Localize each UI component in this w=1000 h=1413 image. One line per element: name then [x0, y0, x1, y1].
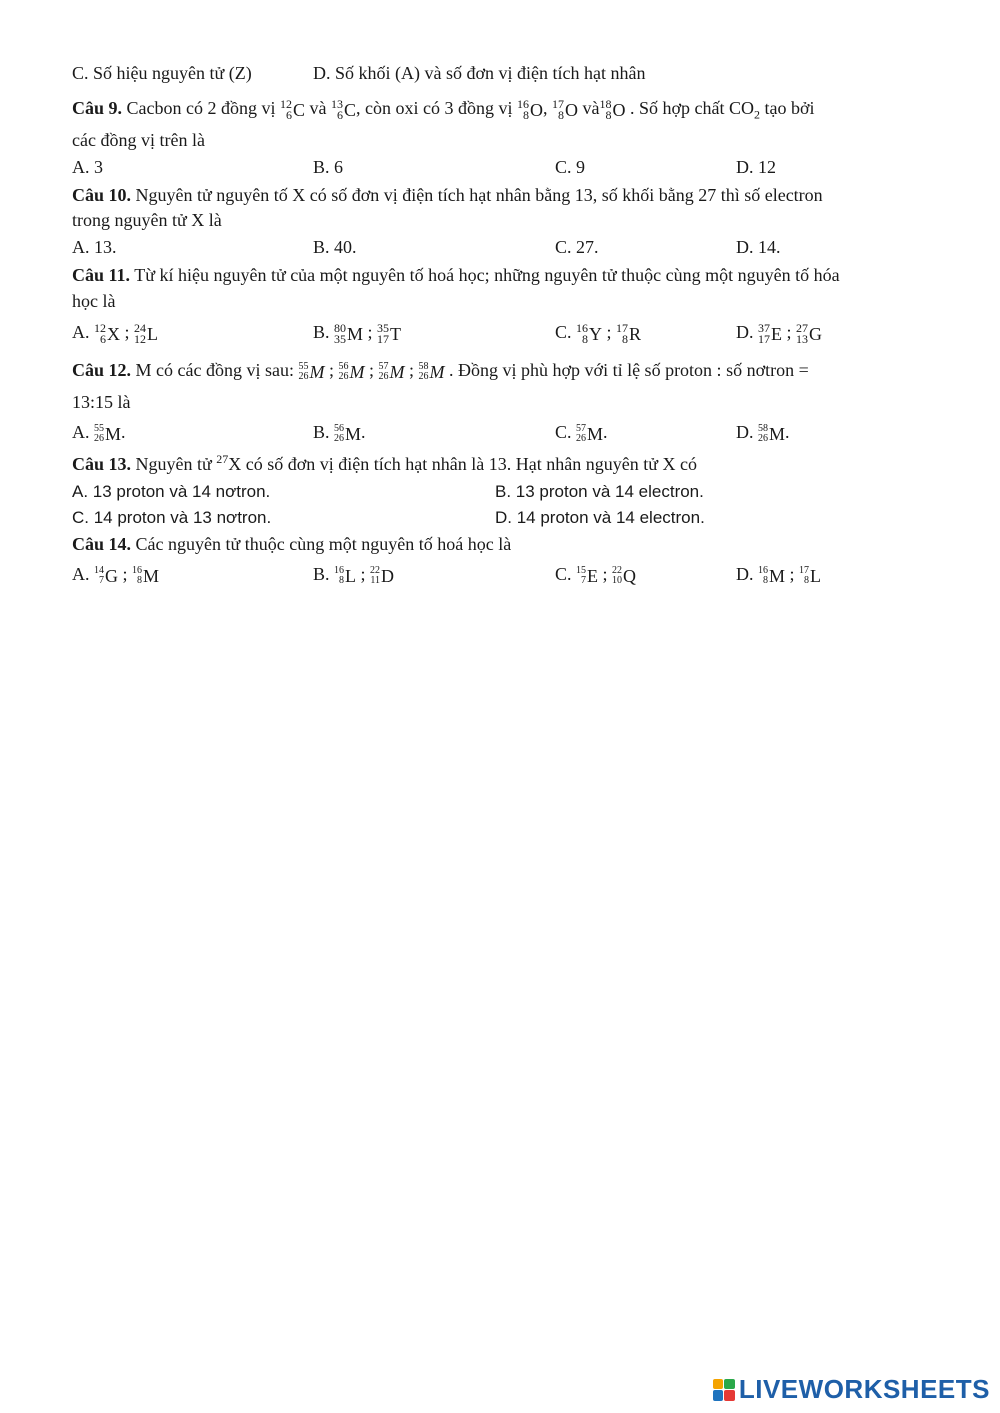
mass-number: 35: [377, 320, 390, 335]
q9-text-3: , còn oxi có 3 đồng vị: [356, 98, 518, 118]
q12-text-2: . Đồng vị phù hợp với tỉ lệ số proton : số nơtron =: [444, 360, 809, 380]
question-11-label: Câu 11.: [72, 265, 131, 285]
liveworksheets-logo[interactable]: [713, 1374, 990, 1405]
mass-number: 15: [576, 564, 587, 576]
question-9-label: Câu 9.: [72, 98, 123, 118]
question-13-label: Câu 13.: [72, 454, 132, 474]
q9-option-c[interactable]: C. 9: [555, 157, 586, 177]
mass-number: 56: [334, 422, 345, 434]
element-symbol: Y: [589, 323, 603, 344]
isotope-c13: [331, 98, 356, 122]
q13-superscript: 27: [216, 452, 229, 466]
q9-text-1: Cacbon có 2 đồng vị: [122, 98, 280, 118]
isotope: [796, 322, 822, 346]
period: .: [603, 422, 608, 442]
q11-option-d[interactable]: [736, 320, 822, 346]
element-symbol: L: [345, 565, 357, 586]
isotope-o18: [600, 98, 626, 122]
element-symbol: R: [629, 323, 642, 344]
mass-number: 22: [370, 564, 381, 576]
q10-option-d[interactable]: D. 14.: [736, 237, 781, 257]
atomic-number: 8: [558, 107, 565, 122]
q12-option-d[interactable]: [736, 420, 790, 446]
isotope: [576, 322, 602, 346]
element-symbol: M: [309, 361, 325, 382]
element-symbol: M: [345, 423, 362, 444]
option-letter: B.: [313, 422, 330, 442]
element-symbol: E: [771, 323, 782, 344]
logo-text: LIVEWORKSHEETS: [738, 1374, 990, 1404]
atomic-number: 7: [99, 574, 104, 586]
isotope: [758, 422, 785, 446]
q14-option-d[interactable]: [736, 562, 821, 588]
separator: ;: [120, 322, 135, 342]
q14-option-b[interactable]: [313, 562, 394, 588]
question-10: [72, 183, 823, 207]
q9-option-a[interactable]: A. 3: [72, 157, 103, 177]
question-14-text: Các nguyên tử thuộc cùng một nguyên tố hoá học là: [131, 534, 512, 554]
question-9: [72, 96, 815, 122]
q10-option-c[interactable]: C. 27.: [555, 237, 599, 257]
question-11-text: Từ kí hiệu nguyên tử của một nguyên tố hoá học; những nguyên tử thuộc cùng một nguyên tố hóa: [130, 265, 840, 285]
atomic-number: 12: [134, 331, 147, 346]
element-symbol: Q: [623, 565, 637, 586]
q11-option-c[interactable]: [555, 320, 641, 346]
isotope: [94, 564, 118, 588]
atomic-number: 8: [582, 331, 589, 346]
mass-number: 12: [280, 96, 292, 111]
isotope: [334, 422, 361, 446]
option-letter: D.: [736, 564, 754, 584]
q10-option-b[interactable]: B. 40.: [313, 237, 357, 257]
question-12: [72, 358, 809, 384]
q9-option-d[interactable]: D. 12: [736, 157, 776, 177]
question-10-text: Nguyên tử nguyên tố X có số đơn vị điện tích hạt nhân bằng 13, số khối bằng 27 thì số electron: [131, 185, 823, 205]
isotope: [334, 322, 363, 346]
isotope-o17: [552, 98, 578, 122]
mass-number: 56: [338, 360, 349, 372]
q13-text-1: Nguyên tử: [131, 454, 217, 474]
isotope: [94, 322, 120, 346]
q11-option-b[interactable]: [313, 320, 401, 346]
atomic-number: 26: [298, 370, 309, 382]
element-symbol: C: [344, 99, 357, 120]
mass-number: 80: [334, 320, 347, 335]
mass-number: 13: [331, 96, 344, 111]
mass-number: 58: [758, 422, 768, 434]
q10-option-a[interactable]: A. 13.: [72, 237, 117, 257]
q12-option-b[interactable]: [313, 420, 366, 446]
mass-number: 57: [576, 422, 587, 434]
logo-square-4: [724, 1390, 735, 1401]
isotope: [132, 564, 159, 588]
separator: ;: [364, 360, 379, 380]
isotope-m57: [379, 360, 405, 384]
isotope-o16: [517, 98, 543, 122]
atomic-number: 6: [100, 331, 106, 346]
mass-number: 16: [517, 96, 530, 111]
element-symbol: M: [389, 361, 405, 382]
atomic-number: 11: [370, 574, 381, 586]
isotope: [94, 422, 121, 446]
q12-text-1: M có các đồng vị sau:: [131, 360, 299, 380]
element-symbol: M: [429, 361, 445, 382]
mass-number: 16: [132, 564, 143, 576]
option-letter: C.: [555, 422, 572, 442]
q13-option-c[interactable]: C. 14 proton và 13 nơtron.: [72, 508, 272, 527]
separator: ;: [785, 564, 800, 584]
option-letter: B.: [313, 564, 330, 584]
separator: ;: [118, 564, 133, 584]
option-letter: C.: [555, 322, 572, 342]
mass-number: 12: [94, 320, 106, 335]
q14-option-c[interactable]: [555, 562, 636, 588]
atomic-number: 7: [581, 574, 587, 586]
atomic-number: 26: [758, 432, 768, 444]
atomic-number: 26: [94, 432, 104, 444]
atomic-number: 8: [605, 107, 612, 122]
mass-number: 24: [134, 320, 147, 335]
option-letter: D.: [736, 322, 754, 342]
element-symbol: M: [769, 423, 786, 444]
atomic-number: 26: [334, 432, 345, 444]
element-symbol: M: [143, 565, 160, 586]
atomic-number: 26: [418, 370, 429, 382]
separator: ;: [324, 360, 339, 380]
isotope: [758, 564, 785, 588]
q13-option-b[interactable]: B. 13 proton và 14 electron.: [495, 482, 704, 501]
isotope: [576, 422, 603, 446]
mass-number: 57: [378, 360, 389, 372]
q13-text-2: X có số đơn vị điện tích hạt nhân là 13. Hạt nhân nguyên tử X có: [228, 454, 697, 474]
option-letter: B.: [313, 322, 330, 342]
q9-option-b[interactable]: B. 6: [313, 157, 344, 177]
separator: ;: [602, 322, 617, 342]
atomic-number: 8: [339, 574, 345, 586]
element-symbol: M: [769, 565, 786, 586]
q12-option-a[interactable]: [72, 420, 126, 446]
question-14: [72, 532, 511, 556]
element-symbol: L: [810, 565, 822, 586]
logo-square-1: [713, 1379, 724, 1390]
atomic-number: 26: [378, 370, 389, 382]
isotope-m55: [298, 360, 324, 384]
q13-option-a[interactable]: A. 13 proton và 14 nơtron.: [72, 482, 271, 501]
top-option-d: D. Số khối (A) và số đơn vị điện tích hạt nhân: [313, 63, 646, 83]
isotope-m58: [419, 360, 445, 384]
element-symbol: G: [809, 323, 823, 344]
mass-number: 16: [758, 564, 768, 576]
mass-number: 55: [94, 422, 104, 434]
mass-number: 14: [94, 564, 104, 576]
question-12-label: Câu 12.: [72, 360, 132, 380]
element-symbol: O: [565, 99, 579, 120]
mass-number: 17: [552, 96, 565, 111]
option-letter: D.: [736, 422, 754, 442]
atomic-number: 17: [377, 331, 390, 346]
atomic-number: 8: [622, 331, 629, 346]
atomic-number: 17: [758, 331, 770, 346]
element-symbol: X: [107, 323, 120, 344]
question-12-line-2: 13:15 là: [72, 392, 131, 412]
mass-number: 17: [799, 564, 810, 576]
question-14-label: Câu 14.: [72, 534, 132, 554]
logo-mark-icon: [713, 1379, 735, 1401]
mass-number: 17: [616, 320, 629, 335]
q11-option-a[interactable]: [72, 320, 158, 346]
isotope: [758, 322, 782, 346]
element-symbol: G: [105, 565, 118, 586]
isotope: [334, 564, 356, 588]
isotope: [377, 322, 401, 346]
mass-number: 58: [418, 360, 429, 372]
q9-text-6: . Số hợp chất CO: [625, 98, 755, 118]
element-symbol: M: [347, 323, 364, 344]
option-letter: A.: [72, 422, 90, 442]
q9-text-5: và: [578, 98, 600, 118]
atomic-number: 26: [576, 432, 587, 444]
isotope: [576, 564, 598, 588]
mass-number: 18: [599, 96, 612, 111]
element-symbol: D: [381, 565, 395, 586]
question-13: [72, 452, 697, 476]
question-10-label: Câu 10.: [72, 185, 132, 205]
question-10-line-2: trong nguyên tử X là: [72, 210, 222, 230]
separator: ;: [782, 322, 797, 342]
q9-subscript: 2: [754, 107, 761, 122]
q9-text-2: và: [305, 98, 332, 118]
period: .: [121, 422, 126, 442]
element-symbol: O: [530, 99, 544, 120]
element-symbol: M: [349, 361, 365, 382]
atomic-number: 10: [612, 574, 623, 586]
isotope-m56: [339, 360, 365, 384]
isotope-c12: [280, 98, 305, 122]
atomic-number: 13: [796, 331, 809, 346]
isotope: [799, 564, 821, 588]
element-symbol: C: [293, 99, 306, 120]
atomic-number: 8: [523, 107, 530, 122]
atomic-number: 8: [763, 574, 768, 586]
separator: ;: [598, 564, 613, 584]
mass-number: 22: [612, 564, 623, 576]
option-letter: A.: [72, 322, 90, 342]
atomic-number: 8: [137, 574, 143, 586]
element-symbol: M: [105, 423, 122, 444]
top-option-c: C. Số hiệu nguyên tử (Z): [72, 63, 252, 83]
atomic-number: 6: [286, 107, 292, 122]
logo-square-2: [724, 1379, 735, 1390]
isotope: [612, 564, 636, 588]
logo-square-3: [713, 1390, 724, 1401]
option-letter: C.: [555, 564, 572, 584]
mass-number: 27: [796, 320, 809, 335]
mass-number: 55: [298, 360, 309, 372]
isotope: [370, 564, 394, 588]
separator: ;: [363, 322, 378, 342]
mass-number: 16: [334, 564, 345, 576]
atomic-number: 26: [338, 370, 349, 382]
period: .: [785, 422, 790, 442]
element-symbol: E: [587, 565, 599, 586]
isotope: [616, 322, 641, 346]
element-symbol: T: [390, 323, 402, 344]
separator: ;: [404, 360, 419, 380]
question-11-line-2: học là: [72, 291, 116, 311]
atomic-number: 35: [334, 331, 347, 346]
question-11: [72, 263, 840, 287]
isotope: [134, 322, 158, 346]
q9-text-4: ,: [543, 98, 553, 118]
question-9-line-2: các đồng vị trên là: [72, 130, 205, 150]
element-symbol: L: [147, 323, 159, 344]
element-symbol: O: [612, 99, 626, 120]
mass-number: 37: [758, 320, 770, 335]
q14-option-a[interactable]: [72, 562, 159, 588]
element-symbol: M: [587, 423, 604, 444]
atomic-number: 6: [337, 107, 344, 122]
q13-option-d[interactable]: D. 14 proton và 14 electron.: [495, 508, 705, 527]
atomic-number: 8: [804, 574, 810, 586]
mass-number: 16: [576, 320, 589, 335]
period: .: [361, 422, 366, 442]
q9-text-7: tạo bởi: [760, 98, 815, 118]
option-letter: A.: [72, 564, 90, 584]
q12-option-c[interactable]: [555, 420, 608, 446]
separator: ;: [356, 564, 371, 584]
